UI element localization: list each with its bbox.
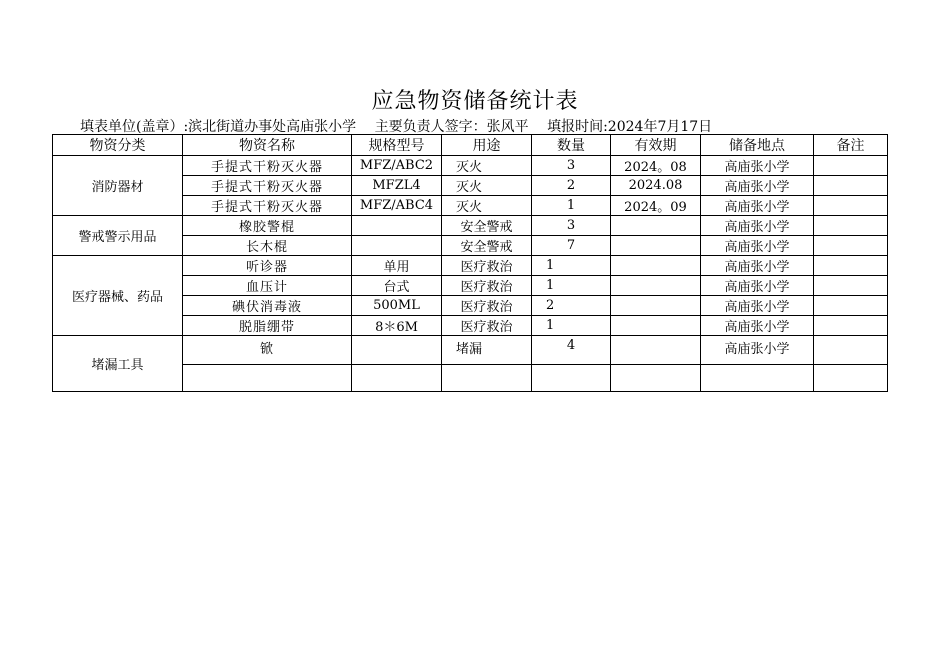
empty-cell xyxy=(701,365,814,392)
col-header: 物资名称 xyxy=(183,135,352,156)
item-place: 高庙张小学 xyxy=(701,336,814,365)
item-spec: MFZ/ABC4 xyxy=(352,196,442,216)
empty-cell xyxy=(352,365,442,392)
category-cell: 堵漏工具 xyxy=(53,336,183,392)
category-cell: 警戒警示用品 xyxy=(53,216,183,256)
page-title: 应急物资储备统计表 xyxy=(371,89,579,114)
item-note xyxy=(814,216,888,236)
col-header: 物资分类 xyxy=(53,135,183,156)
item-place: 高庙张小学 xyxy=(701,216,814,236)
item-use: 安全警戒 xyxy=(442,216,532,236)
item-use: 医疗救治 xyxy=(442,256,532,276)
item-name: 碘伏消毒液 xyxy=(183,296,352,316)
item-expiry xyxy=(611,316,701,336)
item-expiry xyxy=(611,236,701,256)
item-name: 听诊器 xyxy=(183,256,352,276)
item-use: 医疗救治 xyxy=(442,296,532,316)
item-name: 手提式干粉灭火器 xyxy=(183,176,352,196)
item-use: 灭火 xyxy=(442,176,532,196)
col-header: 规格型号 xyxy=(352,135,442,156)
fill-date: 填报时间:2024年7月17日 xyxy=(547,119,713,135)
item-name: 手提式干粉灭火器 xyxy=(183,196,352,216)
item-use: 安全警戒 xyxy=(442,236,532,256)
item-spec xyxy=(352,236,442,256)
fill-unit: 填表单位(盖章）:滨北街道办事处高庙张小学 xyxy=(80,119,357,135)
item-note xyxy=(814,336,888,365)
empty-cell xyxy=(814,365,888,392)
item-note xyxy=(814,196,888,216)
table-row xyxy=(53,156,888,176)
item-place: 高庙张小学 xyxy=(701,316,814,336)
col-header: 数量 xyxy=(532,135,611,156)
item-note xyxy=(814,236,888,256)
item-qty: 1 xyxy=(532,316,611,336)
item-note xyxy=(814,316,888,336)
item-use: 医疗救治 xyxy=(442,276,532,296)
item-qty: 2 xyxy=(532,296,611,316)
signer: 主要负责人签字：张风平 xyxy=(374,119,529,135)
form-info xyxy=(80,116,726,136)
empty-cell xyxy=(532,365,611,392)
header-row xyxy=(53,135,888,156)
item-expiry xyxy=(611,216,701,236)
item-spec: 台式 xyxy=(352,276,442,296)
item-name: 锨 xyxy=(183,336,352,365)
item-expiry: 2024.08 xyxy=(611,176,701,196)
item-expiry xyxy=(611,276,701,296)
item-qty: 1 xyxy=(532,256,611,276)
stock-table xyxy=(52,134,888,392)
item-name: 长木棍 xyxy=(183,236,352,256)
empty-cell xyxy=(611,365,701,392)
item-place: 高庙张小学 xyxy=(701,236,814,256)
item-expiry xyxy=(611,336,701,365)
col-header: 备注 xyxy=(814,135,888,156)
item-expiry: 2024。08 xyxy=(611,156,701,176)
col-header: 有效期 xyxy=(611,135,701,156)
item-place: 高庙张小学 xyxy=(701,296,814,316)
category-cell: 医疗器械、药品 xyxy=(53,256,183,336)
table-row xyxy=(53,256,888,276)
item-qty: 1 xyxy=(532,196,611,216)
item-expiry xyxy=(611,296,701,316)
item-note xyxy=(814,256,888,276)
item-name: 手提式干粉灭火器 xyxy=(183,156,352,176)
item-spec: MFZ/ABC2 xyxy=(352,156,442,176)
item-qty: 1 xyxy=(532,276,611,296)
item-note xyxy=(814,296,888,316)
item-use: 堵漏 xyxy=(442,336,532,365)
item-qty: 3 xyxy=(532,216,611,236)
item-use: 灭火 xyxy=(442,196,532,216)
item-spec: 8＊6M xyxy=(352,316,442,336)
item-place: 高庙张小学 xyxy=(701,176,814,196)
item-spec xyxy=(352,336,442,365)
item-spec xyxy=(352,216,442,236)
item-note xyxy=(814,176,888,196)
category-cell: 消防器材 xyxy=(53,156,183,216)
item-spec: MFZL4 xyxy=(352,176,442,196)
table-row xyxy=(53,336,888,365)
item-use: 医疗救治 xyxy=(442,316,532,336)
item-name: 橡胶警棍 xyxy=(183,216,352,236)
empty-cell xyxy=(183,365,352,392)
col-header: 储备地点 xyxy=(701,135,814,156)
item-qty: 3 xyxy=(532,156,611,176)
col-header: 用途 xyxy=(442,135,532,156)
item-place: 高庙张小学 xyxy=(701,196,814,216)
item-qty: 4 xyxy=(532,336,611,365)
empty-cell xyxy=(442,365,532,392)
item-place: 高庙张小学 xyxy=(701,256,814,276)
item-expiry xyxy=(611,256,701,276)
item-use: 灭火 xyxy=(442,156,532,176)
item-spec: 500ML xyxy=(352,296,442,316)
item-expiry: 2024。09 xyxy=(611,196,701,216)
item-note xyxy=(814,276,888,296)
item-place: 高庙张小学 xyxy=(701,156,814,176)
item-name: 血压计 xyxy=(183,276,352,296)
table-row xyxy=(53,216,888,236)
item-note xyxy=(814,156,888,176)
item-qty: 7 xyxy=(532,236,611,256)
item-place: 高庙张小学 xyxy=(701,276,814,296)
item-name: 脱脂绷带 xyxy=(183,316,352,336)
item-spec: 单用 xyxy=(352,256,442,276)
item-qty: 2 xyxy=(532,176,611,196)
